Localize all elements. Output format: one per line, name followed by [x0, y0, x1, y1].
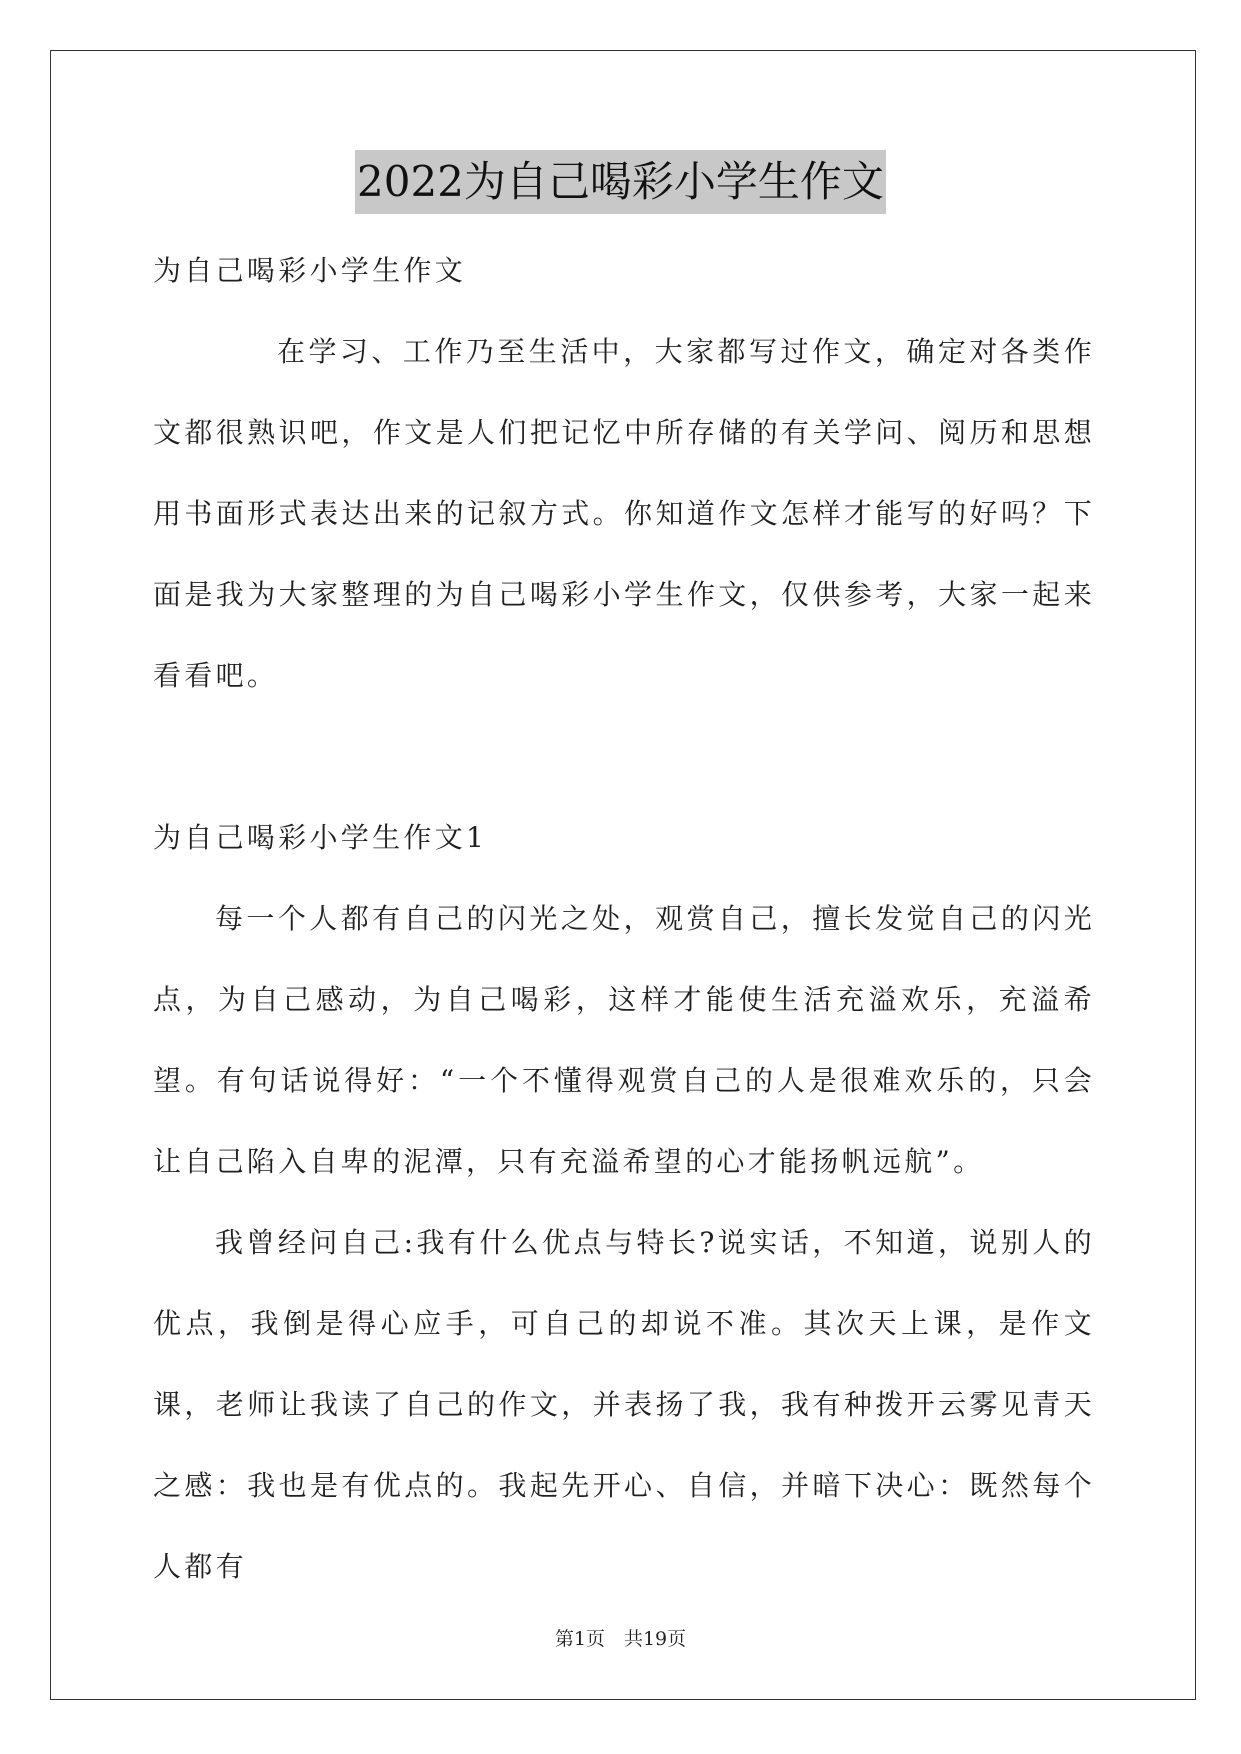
- title-container: [0, 150, 1241, 214]
- document-title: 2022为自己喝彩小学生作文: [355, 150, 886, 214]
- paragraph-spacer: [153, 716, 1095, 797]
- section-heading: 为自己喝彩小学生作文1: [153, 821, 488, 854]
- page-number: 第1页 共19页: [554, 1628, 687, 1650]
- page-footer: [0, 1624, 1241, 1651]
- subheading: 为自己喝彩小学生作文: [153, 254, 467, 287]
- body-paragraph: 每一个人都有自己的闪光之处，观赏自己，擅长发觉自己的闪光点，为自己感动，为自己喝彩，这样才能使生活充溢欢乐，充溢希望。有句话说得好：“一个不懂得观赏自己的人是很难欢乐的，只会让自己陷入自卑的泥潭，只有充溢希望的心才能扬帆远航”。: [153, 902, 1095, 1178]
- intro-paragraph: 在学习、工作乃至生活中，大家都写过作文，确定对各类作文都很熟识吧，作文是人们把记忆中所存储的有关学问、阅历和思想用书面形式表达出来的记叙方式。你知道作文怎样才能写的好吗？下面是我为大家整理的为自己喝彩小学生作文，仅供参考，大家一起来看看吧。: [153, 335, 1095, 692]
- document-body: [153, 230, 1095, 1607]
- body-paragraph: 我曾经问自己:我有什么优点与特长?说实话，不知道，说别人的优点，我倒是得心应手，可自己的却说不准。其次天上课，是作文课，老师让我读了自己的作文，并表扬了我，我有种拨开云雾见青天之感：我也是有优点的。我起先开心、自信，并暗下决心：既然每个人都有: [153, 1226, 1095, 1583]
